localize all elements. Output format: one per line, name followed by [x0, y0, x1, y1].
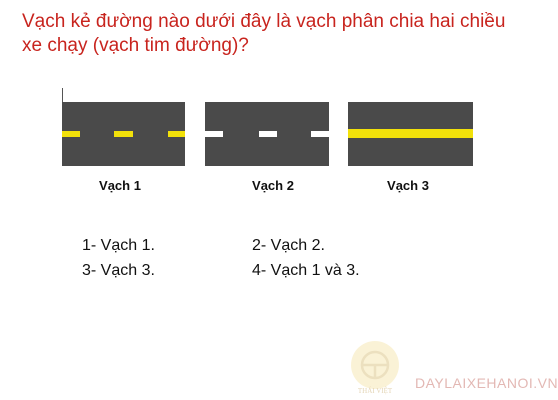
road-2-dash — [311, 131, 329, 137]
logo-text: THÁI VIỆT — [357, 387, 393, 395]
road-1-dash — [114, 131, 133, 137]
road-2-dash — [205, 131, 223, 137]
road-3-image — [348, 102, 473, 166]
answer-option-3[interactable]: 3- Vạch 3. — [82, 262, 155, 279]
answer-option-1[interactable]: 1- Vạch 1. — [82, 237, 155, 254]
road-1-dash — [62, 131, 80, 137]
answer-option-4[interactable]: 4- Vạch 1 và 3. — [252, 262, 360, 279]
road-1-dash — [168, 131, 185, 137]
road-2-dash — [259, 131, 277, 137]
road-3-solid-line — [348, 129, 473, 138]
road-1-edge-line — [62, 88, 63, 102]
road-2-image — [205, 102, 329, 166]
road-1-image — [62, 102, 185, 166]
answer-option-2[interactable]: 2- Vạch 2. — [252, 237, 325, 254]
question-text: Vạch kẻ đường nào dưới đây là vạch phân chia hai chiều xe chạy (vạch tim đường)? — [22, 11, 506, 56]
road-3-label: Vạch 3 — [387, 178, 429, 193]
road-2-label: Vạch 2 — [252, 178, 294, 193]
watermark-site: DAYLAIXEHANOI.VN — [415, 375, 558, 391]
road-1-label: Vạch 1 — [99, 178, 141, 193]
